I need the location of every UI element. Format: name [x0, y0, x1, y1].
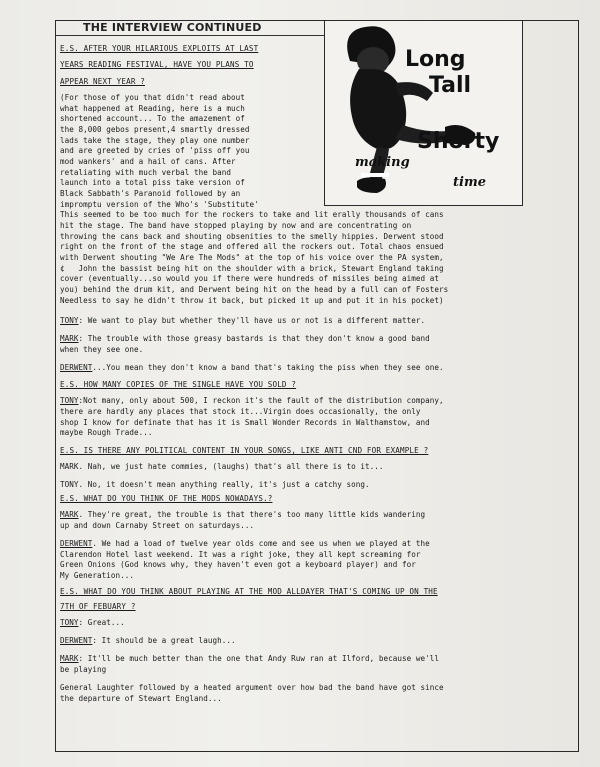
story-line: cover (eventually...so would you if there were hundreds of missiles being aimed at: [60, 274, 439, 283]
speaker-name: MARK: [60, 510, 79, 519]
answer-tony-1: [60, 316, 425, 327]
answer-tony-2-cont: shop I know for definate that has it is Small Wonder Records in Walthamstow, and: [60, 418, 430, 427]
closing-line-2: the departure of Stewart England...: [60, 694, 222, 703]
answer-mark-2: MARK. Nah, we just hate commies, (laughs) that's all there is to it...: [60, 462, 384, 471]
closing-line-1: General Laughter followed by a heated argument over how bad the band have got since: [60, 683, 444, 692]
answer-mark-4-cont: be playing: [60, 665, 107, 674]
answer-derwent-2-cont: Clarendon Hotel last weekend. It was a right joke, they all kept screaming for: [60, 550, 421, 559]
story-line: shortened account... To the amazement of: [60, 114, 245, 123]
header-rule: [55, 35, 324, 36]
answer-text: ...You mean they don't know a band that's taking the piss when they see one.: [92, 363, 444, 372]
answer-text: . They're great, the trouble is that there's too many little kids wandering: [78, 510, 426, 519]
speaker-name: MARK: [60, 334, 79, 343]
question-reading-line-1: E.S. AFTER YOUR HILARIOUS EXPLOITS AT LAST: [60, 44, 259, 53]
story-line: impromptu version of the Who's 'Substitute': [60, 200, 259, 209]
question-mod-alldayer-line-2: 7TH OF FEBUARY ?: [60, 602, 136, 611]
answer-tony-2-cont: maybe Rough Trade...: [60, 428, 153, 437]
answer-derwent-1: [60, 363, 444, 374]
story-line: what happened at Reading, here is a much: [60, 104, 245, 113]
story-line: throwing the cans back and shouting obsenities to the smelly hippies. Derwent stood: [60, 232, 444, 241]
story-line: the 8,000 gebos present,4 smartly dressed: [60, 125, 250, 134]
answer-mark-1: [60, 334, 430, 345]
answer-text: :Not many, only about 500, I reckon it's the fault of the distribution company,: [78, 396, 444, 405]
answer-mark-3-cont: up and down Carnaby Street on saturdays...: [60, 521, 255, 530]
logo-word-shorty: Shorty: [417, 129, 500, 154]
story-line: right on the front of the stage and offered all the rockers out. Total chaos ensued: [60, 242, 444, 251]
speaker-name: DERWENT: [60, 636, 93, 645]
story-line: Black Sabbath's Paranoid followed by an: [60, 189, 241, 198]
answer-mark-3: [60, 510, 425, 521]
answer-derwent-2-cont: Green Onions (God knows why, they haven't even got a keyboard player) and for: [60, 560, 416, 569]
long-tall-shorty-logo: [324, 20, 523, 206]
question-reading-line-3: APPEAR NEXT YEAR ?: [60, 77, 145, 86]
speaker-name: MARK: [60, 654, 79, 663]
speaker-name: DERWENT: [60, 363, 93, 372]
answer-derwent-3: [60, 636, 236, 647]
story-line: lads take the stage, they play one number: [60, 136, 250, 145]
answer-derwent-2-cont: My Generation...: [60, 571, 134, 580]
logo-word-long: Long: [405, 47, 466, 72]
speaker-name: TONY: [60, 316, 79, 325]
story-line: launch into a total piss take version of: [60, 178, 245, 187]
answer-text: : Great...: [78, 618, 125, 627]
question-mod-alldayer-line-1: E.S. WHAT DO YOU THINK ABOUT PLAYING AT THE MOD ALLDAYER THAT'S COMING UP ON THE: [60, 587, 438, 596]
story-line: Needless to say he didn't throw it back, but picked it up and put it in his pocket): [60, 296, 444, 305]
answer-text: : The trouble with those greasy bastards is that they don't know a good band: [78, 334, 430, 343]
answer-tony-3: TONY. No, it doesn't mean anything really, it's just a catchy song.: [60, 480, 370, 489]
answer-tony-4: [60, 618, 125, 629]
story-line: with Derwent shouting "We Are The Mods" at the top of his voice over the PA system,: [60, 253, 444, 262]
story-line: hit the stage. The band have stopped playing by now and are concentrating on: [60, 221, 412, 230]
logo-tag-time: time: [453, 175, 486, 190]
answer-text: . We had a load of twelve year olds come and see us when we played at the: [92, 539, 430, 548]
logo-word-tall: Tall: [429, 73, 472, 98]
question-mods-nowadays: E.S. WHAT DO YOU THINK OF THE MODS NOWADAYS.?: [60, 494, 273, 503]
story-line: (For those of you that didn't read about: [60, 93, 245, 102]
story-line: retaliating with much verbal the band: [60, 168, 232, 177]
answer-derwent-2: [60, 539, 430, 550]
question-political-content: E.S. IS THERE ANY POLITICAL CONTENT IN YOUR SONGS, LIKE ANTI CND FOR EXAMPLE ?: [60, 446, 429, 455]
answer-tony-2-cont: there are hardly any places that stock it...Virgin does occasionally, the only: [60, 407, 421, 416]
question-reading-line-2: YEARS READING FESTIVAL, HAVE YOU PLANS TO: [60, 60, 254, 69]
section-header: THE INTERVIEW CONTINUED: [83, 21, 262, 34]
answer-text: : It should be a great laugh...: [92, 636, 236, 645]
answer-mark-1-cont: when they see one.: [60, 345, 144, 354]
question-copies-sold: E.S. HOW MANY COPIES OF THE SINGLE HAVE YOU SOLD ?: [60, 380, 297, 389]
speaker-name: TONY: [60, 618, 79, 627]
answer-mark-4: [60, 654, 439, 665]
answer-text: : It'll be much better than the one that Andy Ruw ran at Ilford, because we'll: [78, 654, 440, 663]
story-line: mod wankers' and a hail of cans. After: [60, 157, 236, 166]
story-line: This seemed to be too much for the rockers to take and lit erally thousands of cans: [60, 210, 444, 219]
story-line: and are greeted by cries of 'piss off you: [60, 146, 250, 155]
answer-text: : We want to play but whether they'll have us or not is a different matter.: [78, 316, 426, 325]
speaker-name: TONY: [60, 396, 79, 405]
story-line: you) behind the drum kit, and Derwent being hit on the head by a full can of Fosters: [60, 285, 449, 294]
story-line: ¢ John the bassist being hit on the shoulder with a brick, Stewart England taking: [60, 264, 444, 273]
speaker-name: DERWENT: [60, 539, 93, 548]
answer-tony-2: [60, 396, 444, 407]
logo-tag-making: making: [355, 155, 410, 170]
